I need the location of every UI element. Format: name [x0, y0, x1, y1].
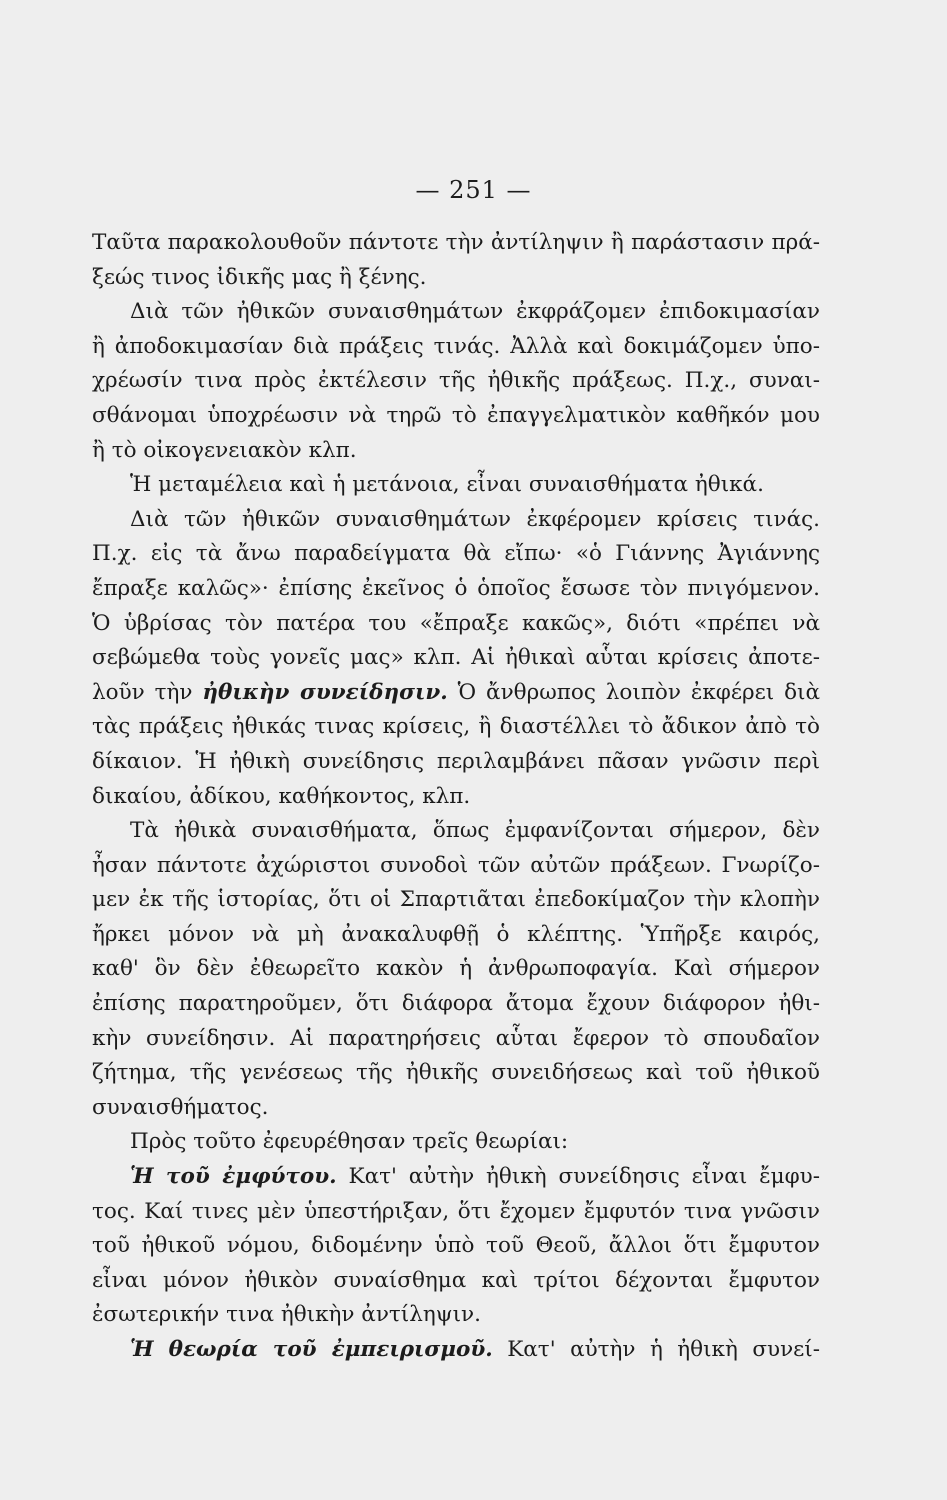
text-line: [92, 1056, 820, 1091]
page-number: — 251 —: [415, 176, 532, 204]
text-line: [92, 261, 820, 296]
text-segment: Κατ' αὐτὴν ἡ ἠθικὴ συνεί-: [492, 1337, 820, 1362]
text-segment: κὴν συνείδησιν. Αἱ παρατηρήσεις αὗται ἔφερον τὸ σπουδαῖον: [92, 1025, 820, 1051]
text-segment: λοῦν τὴν: [92, 679, 203, 705]
text-segment: Κατ' αὐτὴν ἠθικὴ συνείδησις εἶναι ἔμφυ-: [336, 1164, 821, 1190]
emphasized-term: ἠθικὴν συνείδησιν.: [202, 679, 448, 705]
text-segment: Ὁ ἄνθρωπος λοιπὸν ἐκφέρει διὰ: [447, 679, 820, 705]
text-segment: τος. Καί τινες μὲν ὑπεστήριξαν, ὅτι ἔχομεν ἔμφυτόν τινα γνῶσιν: [92, 1198, 820, 1224]
text-line: [92, 1195, 820, 1230]
text-line: [92, 295, 820, 330]
text-segment: μεν ἐκ τῆς ἱστορίας, ὅτι οἱ Σπαρτιᾶται ἐπεδοκίμαζον τὴν κλοπὴν: [92, 887, 820, 913]
text-segment: Π.χ. εἰς τὰ ἄνω παραδείγματα θὰ εἴπω· «ὁ Γιάννης Ἀγιάννης: [92, 541, 820, 567]
text-line: [92, 330, 820, 365]
text-segment: δικαίου, ἀδίκου, καθήκοντος, κλπ.: [92, 783, 471, 809]
text-segment: εἶναι μόνον ἠθικὸν συναίσθημα καὶ τρίτοι δέχονται ἔμφυτον: [92, 1267, 820, 1293]
text-line: [92, 745, 820, 780]
text-line: [92, 537, 820, 572]
text-segment: ἔπραξε καλῶς»· ἐπίσης ἐκεῖνος ὁ ὁποῖος ἔσωσε τὸν πνιγόμενον.: [92, 575, 820, 601]
text-line: [92, 780, 820, 815]
text-line: [92, 814, 820, 849]
text-line: [92, 1264, 820, 1299]
text-line: [92, 226, 820, 261]
text-line: [92, 710, 820, 745]
text-line: [92, 987, 820, 1022]
emphasized-term: Ἡ τοῦ ἐμφύτου.: [130, 1164, 337, 1190]
text-line: [92, 468, 820, 503]
text-segment: Ταῦτα παρακολουθοῦν πάντοτε τὴν ἀντίληψιν ἢ παράστασιν πρά-: [92, 230, 820, 255]
text-line: [92, 1022, 820, 1057]
text-line: [92, 1333, 820, 1368]
text-line: [92, 849, 820, 884]
body-text: [92, 226, 820, 1368]
text-segment: Διὰ τῶν ἠθικῶν συναισθημάτων ἐκφράζομεν ἐπιδοκιμασίαν: [130, 299, 820, 325]
text-segment: Πρὸς τοῦτο ἐφευρέθησαν τρεῖς θεωρίαι:: [130, 1129, 569, 1155]
text-line: [92, 883, 820, 918]
text-segment: Διὰ τῶν ἠθικῶν συναισθημάτων ἐκφέρομεν κρίσεις τινάς.: [130, 506, 820, 532]
text-line: [92, 1160, 820, 1195]
text-segment: Ὁ ὑβρίσας τὸν πατέρα του «ἔπραξε κακῶς», διότι «πρέπει νὰ: [92, 610, 820, 636]
text-segment: ἢ ἀποδοκιμασίαν διὰ πράξεις τινάς. Ἀλλὰ καὶ δοκιμάζομεν ὑπο-: [92, 333, 820, 359]
text-segment: ἦσαν πάντοτε ἀχώριστοι συνοδοὶ τῶν αὐτῶν πράξεων. Γνωρίζο-: [92, 852, 820, 878]
text-segment: συναισθήματος.: [92, 1094, 269, 1120]
text-line: [92, 1298, 820, 1333]
text-segment: δίκαιον. Ἡ ἠθικὴ συνείδησις περιλαμβάνει πᾶσαν γνῶσιν περὶ: [92, 748, 820, 774]
text-segment: ἐπίσης παρατηροῦμεν, ὅτι διάφορα ἄτομα ἔχουν διάφορον ἠθι-: [92, 991, 820, 1017]
text-line: [92, 918, 820, 953]
text-line: [92, 952, 820, 987]
text-segment: καθ' ὃν δὲν ἐθεωρεῖτο κακὸν ἡ ἀνθρωποφαγία. Καὶ σήμερον: [92, 956, 820, 982]
text-line: [92, 434, 820, 469]
text-line: [92, 1125, 820, 1160]
text-segment: χρέωσίν τινα πρὸς ἐκτέλεσιν τῆς ἠθικῆς πράξεως. Π.χ., συναι-: [92, 368, 820, 394]
text-segment: ξεώς τινος ἰδικῆς μας ἢ ξένης.: [92, 264, 427, 290]
text-segment: σθάνομαι ὑποχρέωσιν νὰ τηρῶ τὸ ἐπαγγελματικὸν καθῆκόν μου: [92, 402, 820, 428]
text-segment: ἤρκει μόνον νὰ μὴ ἀνακαλυφθῇ ὁ κλέπτης. Ὑπῆρξε καιρός,: [92, 921, 820, 947]
text-line: [92, 1229, 820, 1264]
text-segment: σεβώμεθα τοὺς γονεῖς μας» κλπ. Αἱ ἠθικαὶ αὗται κρίσεις ἀποτε-: [92, 645, 820, 671]
text-segment: τοῦ ἠθικοῦ νόμου, διδομένην ὑπὸ τοῦ Θεοῦ, ἄλλοι ὅτι ἔμφυτον: [92, 1233, 820, 1259]
text-segment: Τὰ ἠθικὰ συναισθήματα, ὅπως ἐμφανίζονται σήμερον, δὲν: [130, 818, 820, 844]
text-line: [92, 676, 820, 711]
text-line: [92, 1091, 820, 1126]
text-line: [92, 503, 820, 538]
text-segment: ζήτημα, τῆς γενέσεως τῆς ἠθικῆς συνειδήσεως καὶ τοῦ ἠθικοῦ: [92, 1060, 820, 1086]
text-line: [92, 607, 820, 642]
text-segment: Ἡ μεταμέλεια καὶ ἡ μετάνοια, εἶναι συναισθήματα ἠθικά.: [130, 472, 764, 498]
emphasized-term: Ἡ θεωρία τοῦ ἐμπειρισμοῦ.: [130, 1337, 493, 1362]
text-segment: ἢ τὸ οἰκογενειακὸν κλπ.: [92, 437, 357, 463]
text-segment: τὰς πράξεις ἠθικάς τινας κρίσεις, ἢ διαστέλλει τὸ ἄδικον ἀπὸ τὸ: [92, 714, 820, 740]
text-segment: ἐσωτερικήν τινα ἠθικὴν ἀντίληψιν.: [92, 1302, 481, 1328]
text-line: [92, 641, 820, 676]
text-line: [92, 399, 820, 434]
text-line: [92, 572, 820, 607]
text-line: [92, 364, 820, 399]
